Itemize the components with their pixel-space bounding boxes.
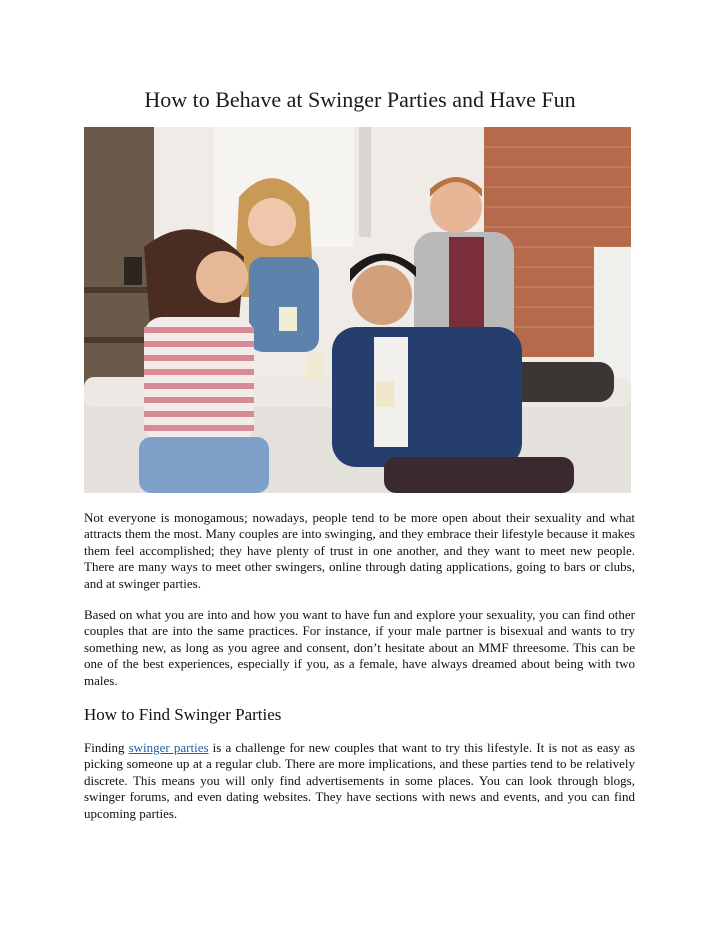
swinger-parties-link[interactable]: swinger parties xyxy=(128,740,209,755)
paragraph-text-start: Finding xyxy=(84,740,129,755)
intro-paragraph: Not everyone is monogamous; nowadays, people tend to be more open about their sexuality and what attracts them the most. Many couples are into swinging, and they embrace their lifestyle because it makes them feel accomplished; they have plenty of trust in one another, and they want to meet new people. There are many ways to meet other swingers, online through dating applications, going to bars or clubs, and at swinger parties. xyxy=(84,510,635,591)
section-heading: How to Find Swinger Parties xyxy=(84,705,282,724)
hero-photo xyxy=(84,127,631,493)
body-paragraph: Based on what you are into and how you want to have fun and explore your sexuality, you can find other couples that are into the same practices. For instance, if your male partner is bisexual and wants to try something new, as long as you agree and consent, don’t hesitate about an MMF threesome. This can be one of the best experiences, especially if you, as a female, have always dreamed about being with two males. xyxy=(84,607,635,688)
paragraph-text-end: is a challenge for new couples that want to try this lifestyle. It is not as easy as picking someone up at a regular club. There are more implications, and these parties tend to be relatively discrete. This means you will only find advertisements in some places. You can look through blogs, swinger forums, and even dating websites. They have sections with news and events, and you can find upcoming parties. xyxy=(84,740,635,821)
page-title: How to Behave at Swinger Parties and Have Fun xyxy=(144,87,576,112)
section-paragraph xyxy=(84,740,635,822)
